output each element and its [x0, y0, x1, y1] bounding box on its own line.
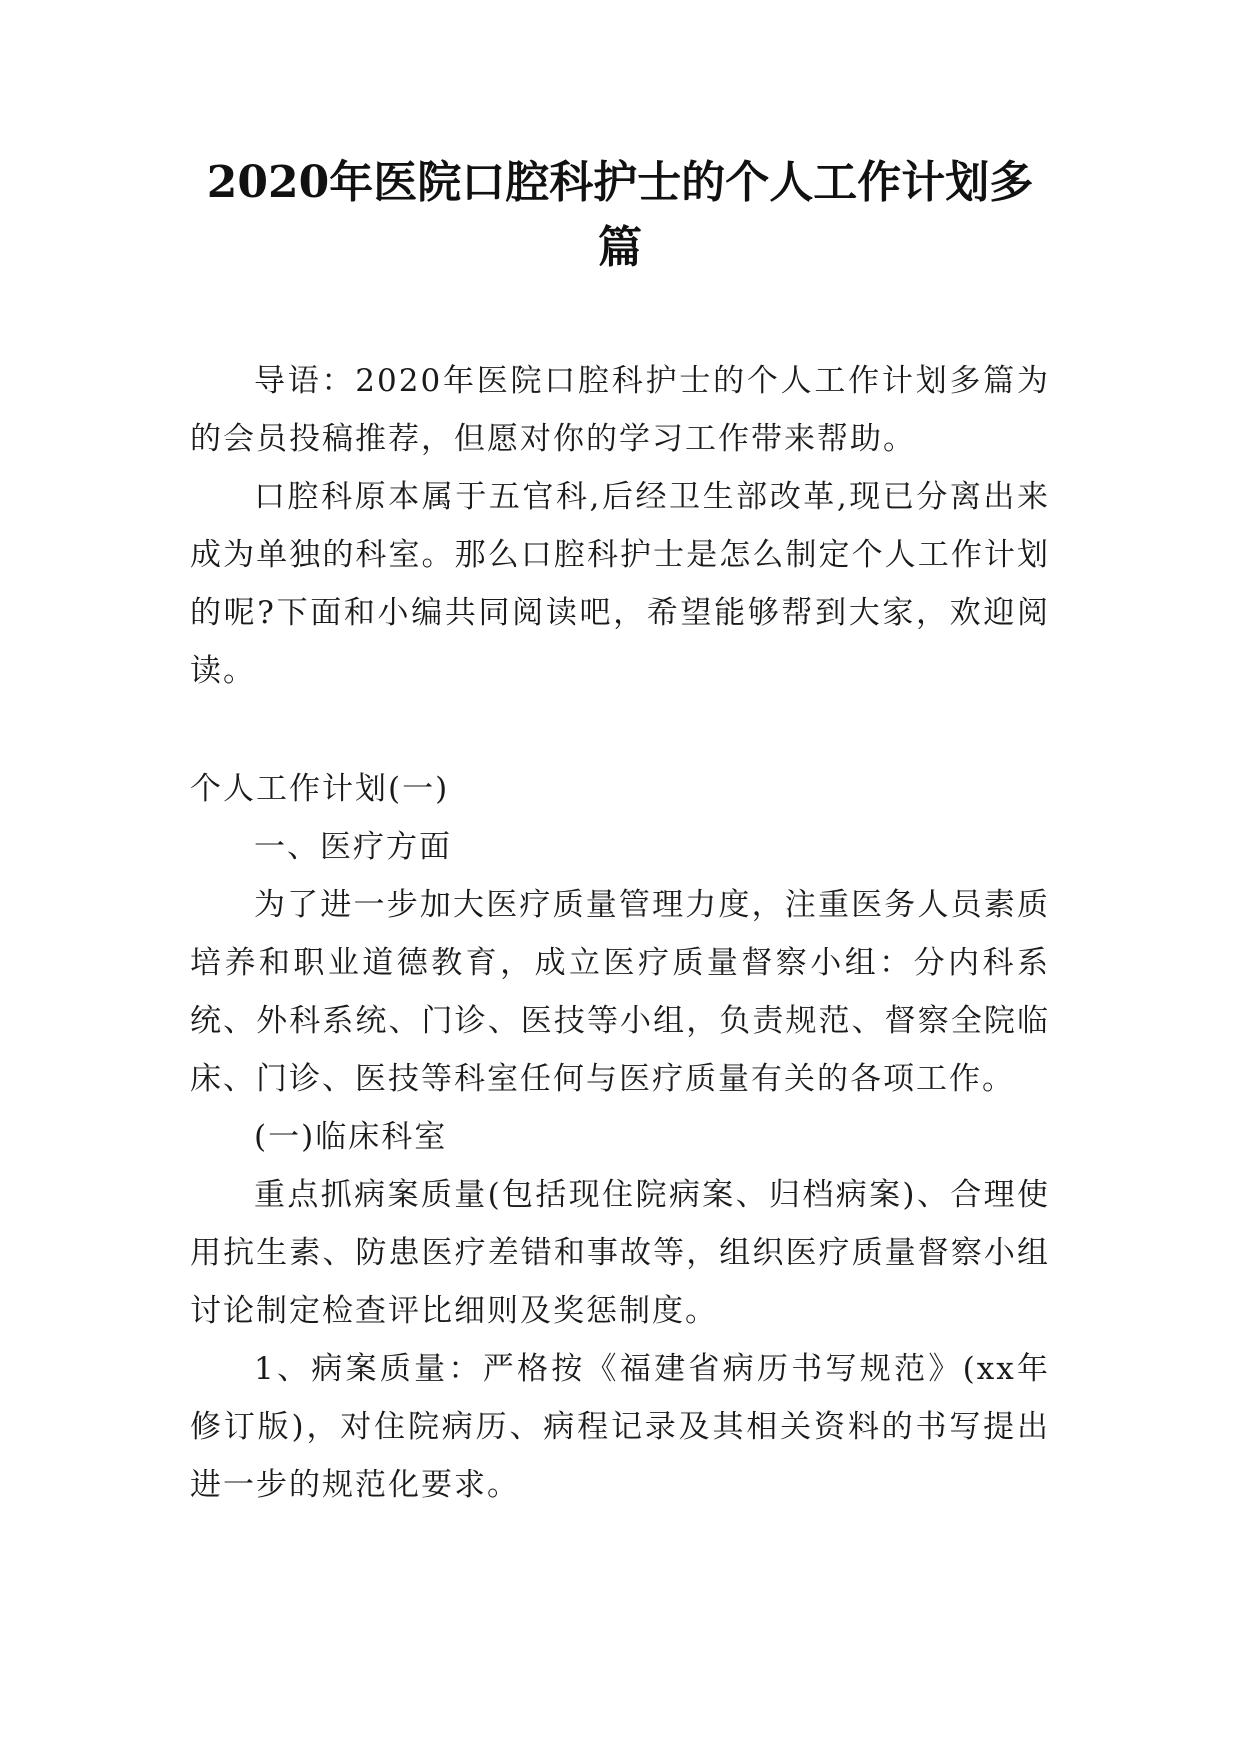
section-paragraph: 为了进一步加大医疗质量管理力度，注重医务人员素质培养和职业道德教育，成立医疗质量督察小组：分内科系统、外科系统、门诊、医技等小组，负责规范、督察全院临床、门诊、医技等科室任何与医疗质量有关的各项工作。 [190, 887, 1050, 1097]
plan-heading: 个人工作计划(一) [190, 771, 450, 807]
intro-paragraph: 导语：2020年医院口腔科护士的个人工作计划多篇为的会员投稿推荐，但愿对你的学习工作带来帮助。 [190, 363, 1050, 457]
item-paragraph: 1、病案质量：严格按《福建省病历书写规范》(xx年修订版)，对住院病历、病程记录及其相关资料的书写提出进一步的规范化要求。 [190, 1351, 1050, 1503]
subsection-heading: (一)临床科室 [254, 1119, 448, 1155]
document-body [190, 352, 1050, 1514]
subsection-paragraph: 重点抓病案质量(包括现住院病案、归档病案)、合理使用抗生素、防患医疗差错和事故等，组织医疗质量督察小组讨论制定检查评比细则及奖惩制度。 [190, 1177, 1050, 1329]
background-paragraph: 口腔科原本属于五官科,后经卫生部改革,现已分离出来成为单独的科室。那么口腔科护士是怎么制定个人工作计划的呢?下面和小编共同阅读吧，希望能够帮到大家，欢迎阅读。 [190, 479, 1050, 689]
section-heading: 一、医疗方面 [254, 829, 452, 865]
section-spacer [190, 700, 1050, 760]
document-title: 2020年医院口腔科护士的个人工作计划多篇 [206, 157, 1034, 273]
